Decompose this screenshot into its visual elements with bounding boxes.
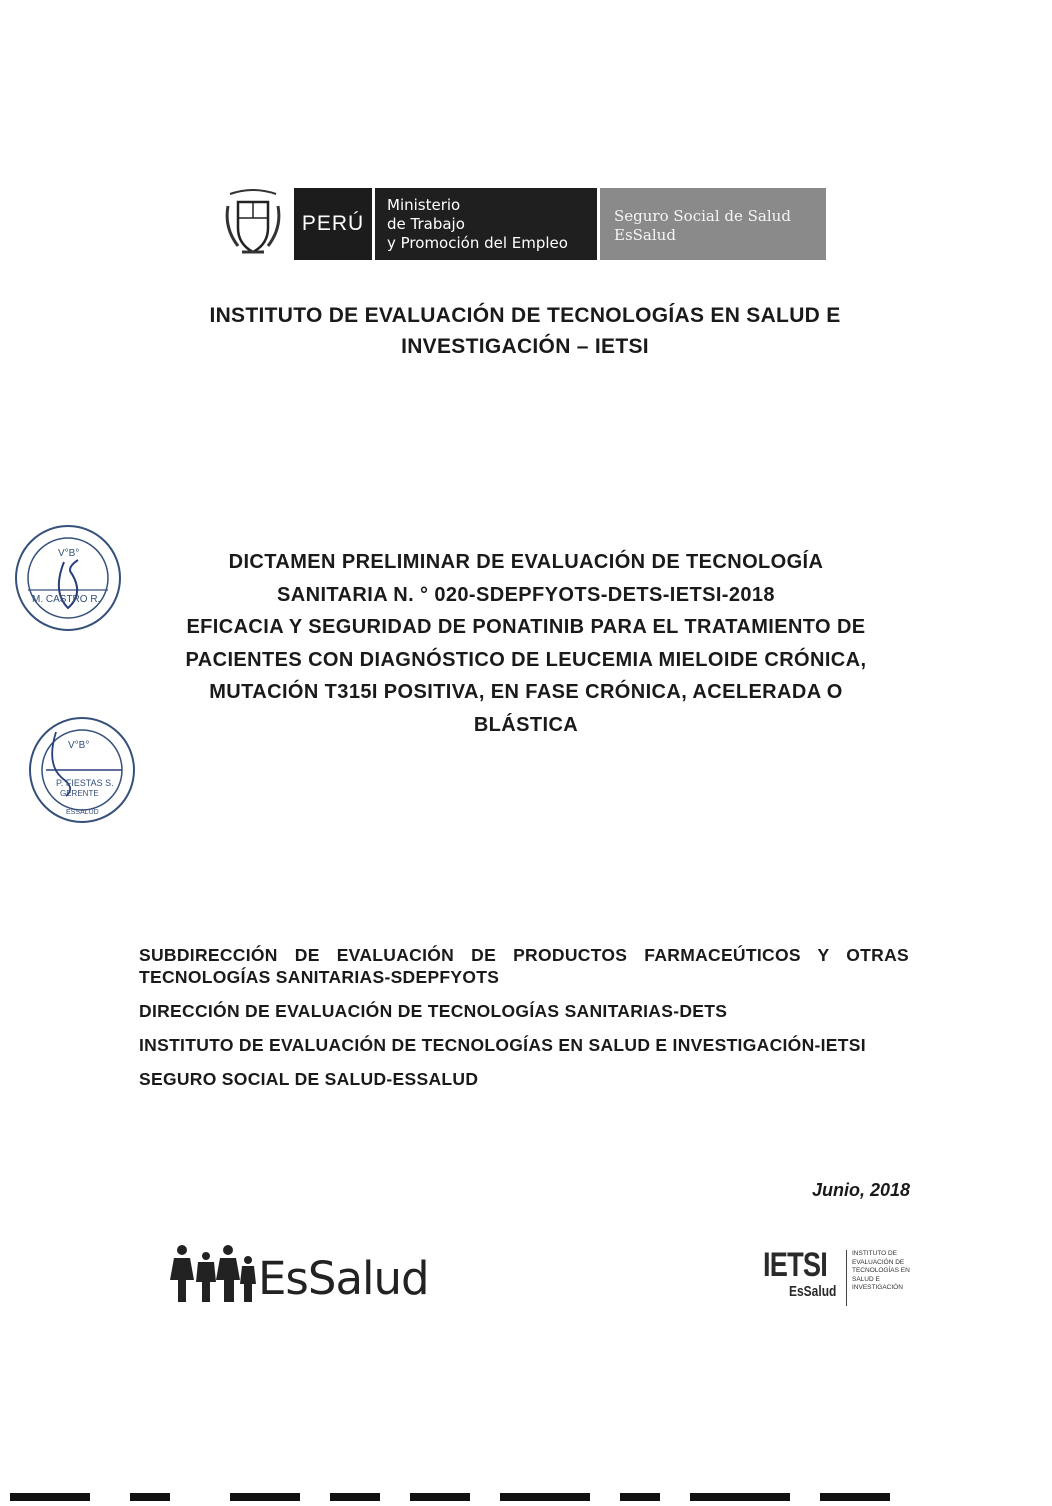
dictamen-line: DICTAMEN PRELIMINAR DE EVALUACIÓN DE TECNOLOGÍA [228, 551, 824, 573]
scan-artifact [0, 1488, 1052, 1499]
ietsi-divider [846, 1250, 847, 1306]
ietsi-logo-subtext: EsSalud [789, 1283, 837, 1300]
document-date: Junio, 2018 [811, 1180, 910, 1200]
institute-title-line: INVESTIGACIÓN – IETSI [401, 335, 649, 358]
peru-coat-of-arms-icon [222, 188, 284, 260]
authority-item: SEGURO SOCIAL DE SALUD-ESSALUD [139, 1069, 479, 1089]
entity-line: Seguro Social de Salud [614, 207, 791, 225]
ministry-line: de Trabajo [387, 215, 465, 233]
ietsi-desc-line: TECNOLOGÍAS EN [852, 1267, 910, 1274]
authority-item: DIRECCIÓN DE EVALUACIÓN DE TECNOLOGÍAS SANITARIAS-DETS [139, 1001, 728, 1021]
dictamen-line: MUTACIÓN T315I POSITIVA, EN FASE CRÓNICA, ACELERADA O [209, 681, 843, 703]
dictamen-line: PACIENTES CON DIAGNÓSTICO DE LEUCEMIA MIELOIDE CRÓNICA, [185, 648, 867, 671]
ministry-brand-box [375, 188, 597, 260]
country-label: PERÚ [301, 212, 365, 235]
ietsi-desc-line: SALUD E [852, 1275, 880, 1283]
institute-title-line: INSTITUTO DE EVALUACIÓN DE TECNOLOGÍAS EN SALUD E [209, 304, 841, 327]
dictamen-line: SANITARIA N. ° 020-SDEPFYOTS-DETS-IETSI-2018 [277, 583, 775, 606]
peru-brand-box [294, 188, 372, 260]
authority-item: SUBDIRECCIÓN DE EVALUACIÓN DE PRODUCTOS FARMACEÚTICOS Y OTRAS TECNOLOGÍAS SANITARIAS-SDEPFYOTS [139, 945, 909, 987]
stamp-text: M. CASTRO R. [32, 594, 101, 605]
ietsi-description [852, 1250, 910, 1293]
authority-item: INSTITUTO DE EVALUACIÓN DE TECNOLOGÍAS EN SALUD E INVESTIGACIÓN-IETSI [139, 1035, 866, 1055]
dictamen-title [120, 546, 932, 741]
authorities-block [139, 944, 909, 1102]
ietsi-logo-text: IETSI [763, 1246, 828, 1284]
ministry-line: y Promoción del Empleo [387, 234, 568, 252]
stamp-text: V°B° [68, 740, 90, 751]
stamp-text: ESSALUD [66, 809, 99, 816]
institute-title [100, 300, 950, 362]
dictamen-line: EFICACIA Y SEGURIDAD DE PONATINIB PARA EL TRATAMIENTO DE [186, 616, 866, 638]
ietsi-desc-line: EVALUACIÓN DE [852, 1258, 905, 1266]
stamp-text: GERENTE [60, 789, 99, 798]
essalud-brand-box [600, 188, 826, 260]
stamp-text: P. FIESTAS S. [56, 778, 114, 788]
entity-line: EsSalud [614, 226, 676, 244]
dictamen-line: BLÁSTICA [473, 713, 579, 736]
approval-stamp [12, 522, 124, 634]
ietsi-desc-line: INVESTIGACIÓN [852, 1284, 903, 1291]
ietsi-desc-line: INSTITUTO DE [852, 1250, 898, 1257]
essalud-logo-text: EsSalud [258, 1252, 429, 1305]
ministry-line: Ministerio [387, 196, 461, 214]
stamp-text: V°B° [58, 548, 80, 559]
